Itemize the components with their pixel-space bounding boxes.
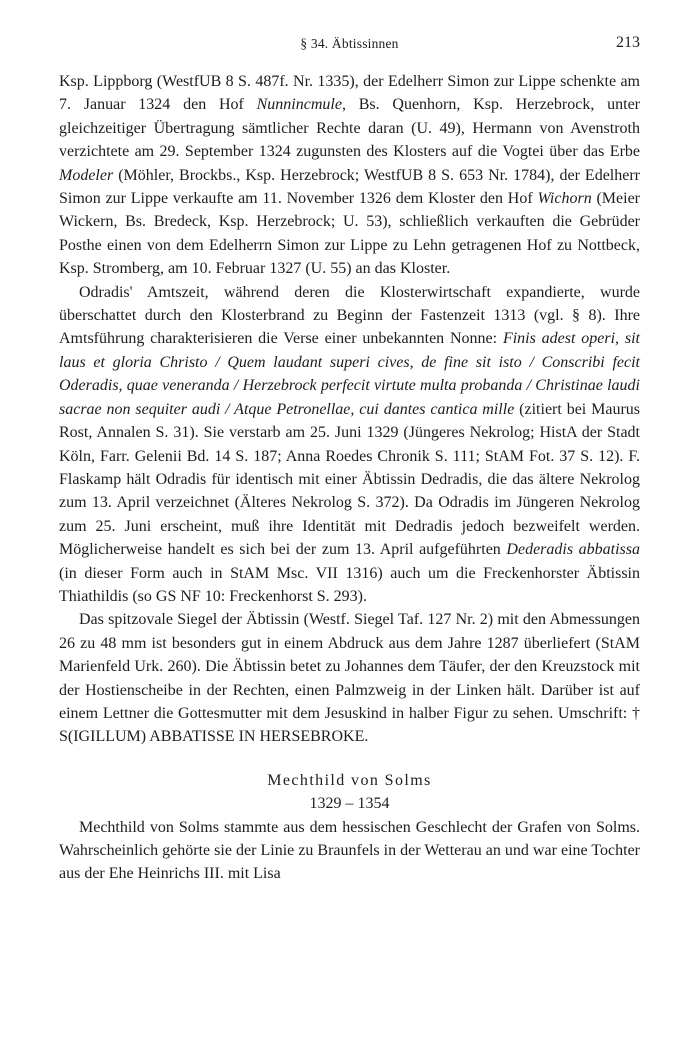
paragraph-2 — [59, 281, 640, 609]
running-header — [59, 34, 640, 58]
paragraph-3 — [59, 608, 640, 748]
text-run: , Bs. Quenhorn, Ksp. Herzebrock, unter gleichzeitiger Übertragung sämtlicher Rechte daran (U. 49), Hermann von Avenstroth verzichtete am 29. September 1324 zugunsten des Klosters auf die Vogtei über das Erbe — [59, 96, 640, 161]
running-title: § 34. Äbtissinnen — [300, 36, 399, 51]
text-run: Mechthild von Solms stammte aus dem hessischen Geschlecht der Grafen von Solms. Wahrscheinlich gehörte sie der Linie zu Braunfels in der Wetterau an und war eine Tochter aus der Ehe Heinrichs III. mit Lisa — [59, 818, 640, 883]
document-page — [59, 34, 640, 886]
abbess-name: Mechthild von Solms — [267, 771, 432, 789]
text-run: Odradis' Amtszeit, während deren die Klosterwirtschaft expandierte, wurde überschattet durch den Klosterbrand zu Beginn der Fastenzeit 1313 (vgl. § 8). Ihre Amtsführung charakterisieren die Verse einer unbekannten Nonne: — [59, 283, 640, 348]
text-run: Das spitzovale Siegel der Äbtissin (Westf. Siegel Taf. 127 Nr. 2) mit den Abmessungen 26 zu 48 mm ist besonders gut in einem Abdruck aus dem Jahre 1287 überliefert (StAM Marienfeld Urk. 260). Die Äbtissin betet zu Johannes dem Täufer, der den Kreuzstock mit der Hostienscheibe in der Rechten, einen Palmzweig in der Linken hält. Darüber ist auf einem Lettner die Gottesmutter mit dem Jesuskind in halber Figur zu sehen. Umschrift: † S(IGILLUM) ABBATISSE IN HERSEBROKE. — [59, 611, 640, 746]
text-run: (in dieser Form auch in StAM Msc. VII 1316) auch um die Freckenhorster Äbtissin Thiathildis (so GS NF 10: Freckenhorst S. 293). — [59, 564, 640, 605]
italic-run: Dederadis abbatissa — [506, 541, 641, 559]
italic-run: Finis adest operi, sit laus et gloria Christo / Quem laudant superi cives, de fine sit isto / Conscribi fecit Oderadis, quae veneranda / Herzebrock perfecit virtute multa probanda / Christinae laudi sacrae non sequiter audi / Atque Petronellae, cui dantes cantica mille — [59, 330, 641, 418]
body-text — [59, 70, 640, 886]
italic-run: Wichorn — [537, 190, 592, 208]
text-run: (Möhler, Brockbs., Ksp. Herzebrock; WestfUB 8 S. 653 Nr. 1784), der Edelherr Simon zur Lippe verkaufte am 11. November 1326 dem Kloster den Hof — [59, 166, 640, 208]
text-run: (zitiert bei Maurus Rost, Annalen S. 31). Sie verstarb am 25. Juni 1329 (Jüngeres Nekrolog; HistA der Stadt Köln, Farr. Gelenii Bd. 14 S. 187; Anna Roedes Chronik S. 111; StAM Fot. 37 S. 12). F. Flaskamp hält Odradis für identisch mit einer Äbtissin Dedradis, die das ältere Nekrolog zum 13. April verzeichnet (Älteres Nekrolog S. 372). Da Odradis im Jüngeren Nekrolog zum 25. Juni erscheint, muß ihre Identität mit Dedradis jedoch bezweifelt werden. Möglicherweise handelt es sich bei der zum 13. April aufgeführten — [59, 400, 641, 559]
italic-run: Nunnincmule — [256, 96, 342, 114]
text-run: Ksp. Lippborg (WestfUB 8 S. 487f. Nr. 1335), der Edelherr Simon zur Lippe schenkte am 7. Januar 1324 den Hof — [59, 73, 640, 114]
section-heading — [59, 769, 640, 816]
paragraph-4 — [59, 816, 640, 886]
text-run: (Meier Wickern, Bs. Bredeck, Ksp. Herzebrock; U. 53), schließlich verkauften die Gebrüder Posthe einen von dem Edelherrn Simon zur Lippe zu Lehn getragenen Hof zu Nottbeck, Ksp. Stromberg, am 10. Februar 1327 (U. 55) an das Kloster. — [59, 190, 641, 278]
italic-run: Modeler — [59, 166, 114, 184]
paragraph-1 — [59, 70, 640, 281]
abbess-years: 1329 – 1354 — [309, 795, 390, 813]
page-number: 213 — [616, 34, 640, 51]
